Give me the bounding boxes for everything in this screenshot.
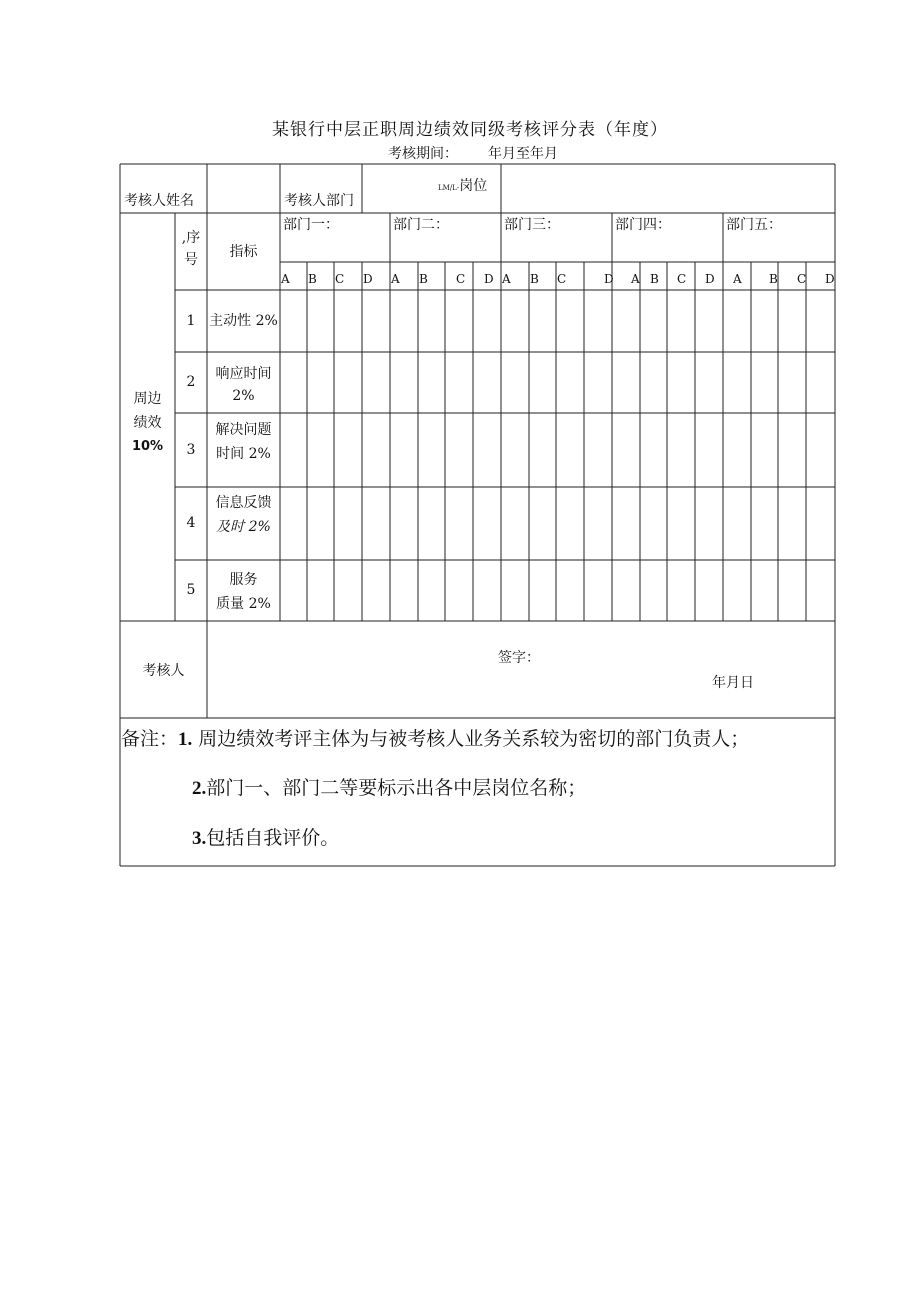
signature-label: 签字： <box>498 650 540 666</box>
form-title: 某银行中层正职周边绩效同级考核评分表（年度） <box>272 120 668 140</box>
grade-d: D <box>825 272 835 286</box>
grade-d: D <box>363 272 373 286</box>
date-label: 年月日 <box>712 675 754 691</box>
seq-number: 3 <box>186 442 196 458</box>
grade-a: A <box>281 272 290 286</box>
indicator-line1: 服务 <box>229 572 258 588</box>
seq-header <box>175 230 207 268</box>
seq-number: 4 <box>186 515 196 531</box>
dept-5-header: 部门五： <box>726 217 782 233</box>
grade-b: B <box>650 272 659 286</box>
grade-a: A <box>733 272 742 286</box>
grade-b: B <box>308 272 317 286</box>
dept-1-header: 部门一： <box>283 217 339 233</box>
indicator-name <box>207 313 280 329</box>
category-line2: 绩效 <box>133 415 162 431</box>
note-1 <box>121 724 749 751</box>
grade-c: C <box>456 272 466 286</box>
post-text: 岗位 <box>459 178 488 194</box>
post-label: LM/L-岗位 <box>438 178 488 194</box>
note-3 <box>192 823 339 850</box>
grade-a: A <box>391 272 400 286</box>
grade-b: B <box>769 272 778 286</box>
indicator-line1: 响应时间 <box>215 366 272 382</box>
seq-number: 2 <box>186 374 196 390</box>
assessor-name-label: 考核人姓名 <box>124 193 194 209</box>
grade-c: C <box>335 272 345 286</box>
assessor-label: 考核人 <box>142 663 185 679</box>
indicator-line1: 主动性 2% <box>209 313 278 329</box>
note-2-number: 2. <box>192 778 207 799</box>
indicator-name <box>207 363 280 407</box>
seq-header-line1: ,序 <box>181 230 201 246</box>
period-range: 年月至年月 <box>488 146 558 162</box>
grade-b: B <box>419 272 428 286</box>
category-weight: 10% <box>131 439 164 454</box>
grade-d: D <box>705 272 715 286</box>
note-1-text: 周边绩效考评主体为与被考核人业务关系较为密切的部门负责人； <box>192 728 750 750</box>
indicator-line2: 及时 2% <box>216 519 271 535</box>
dept-4-header: 部门四： <box>615 217 671 233</box>
notes-prefix: 备注： <box>121 728 179 750</box>
period-label: 考核期间： <box>388 146 458 162</box>
note-1-number: 1. <box>178 729 193 750</box>
grade-a: A <box>631 272 640 286</box>
indicator-line1: 信息反馈 <box>215 495 272 511</box>
grade-b: B <box>530 272 539 286</box>
grade-d: D <box>484 272 494 286</box>
note-3-number: 3. <box>192 828 207 849</box>
seq-header-line2: 号 <box>184 252 198 269</box>
indicator-name <box>207 568 280 616</box>
note-2-text: 部门一、部门二等要标示出各中层岗位名称； <box>206 777 587 799</box>
grade-c: C <box>557 272 567 286</box>
grade-c: C <box>797 272 807 286</box>
category-cell <box>120 387 175 459</box>
indicator-line1: 解决问题 <box>215 422 272 438</box>
dept-2-header: 部门二： <box>393 217 449 233</box>
note-2 <box>192 773 586 800</box>
indicator-header: 指标 <box>229 244 258 260</box>
category-line1: 周边 <box>133 391 162 407</box>
assessor-dept-label: 考核人部门 <box>284 193 354 209</box>
indicator-name <box>207 418 280 466</box>
seq-number: 1 <box>186 313 196 329</box>
seq-number: 5 <box>186 582 196 598</box>
note-3-text: 包括自我评价。 <box>206 827 340 849</box>
indicator-line2: 时间 2% <box>216 446 271 462</box>
grade-a: A <box>502 272 511 286</box>
grade-d: D <box>604 272 614 286</box>
post-prefix: LM/L <box>438 184 457 192</box>
indicator-line2: 2% <box>232 388 255 404</box>
grade-c: C <box>677 272 687 286</box>
indicator-name <box>207 491 280 539</box>
indicator-line2: 质量 2% <box>216 596 271 612</box>
dept-3-header: 部门三： <box>504 217 560 233</box>
